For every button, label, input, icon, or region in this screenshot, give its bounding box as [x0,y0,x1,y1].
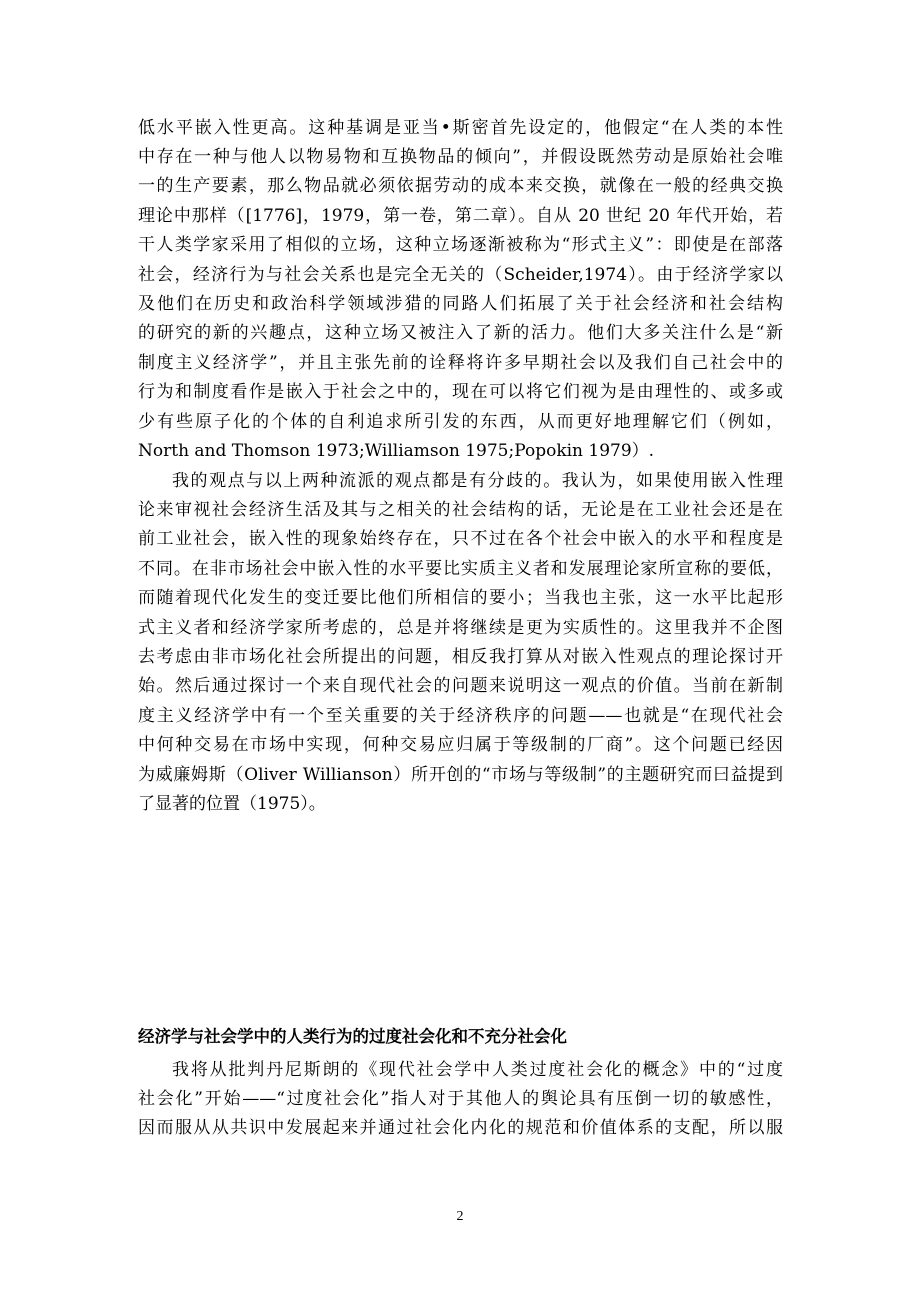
text-line: 度主义经济学中有一个至关重要的关于经济秩序的问题——也就是“在现代社会 [138,706,783,726]
text-line: 理论中那样（[1776]，1979，第一卷，第二章）。自从 20 世纪 20 年代开始，若 [138,206,783,226]
text-line: 始。然后通过探讨一个来自现代社会的问题来说明这一观点的价值。当前在新制 [138,676,783,696]
text-line: 不同。在非市场社会中嵌入性的水平要比实质主义者和发展理论家所宣称的要低， [138,559,783,579]
text-line: 低水平嵌入性更高。这种基调是亚当•斯密首先设定的，他假定“在人类的本性 [138,118,783,138]
text-line: 社会化”开始——“过度社会化”指人对于其他人的舆论具有压倒一切的敏感性， [138,1089,783,1109]
text-line: 的研究的新的兴趣点，这种立场又被注入了新的活力。他们大多关注什么是“新 [138,323,783,343]
text-line: 因而服从从共识中发展起来并通过社会化内化的规范和价值体系的支配，所以服 [138,1118,783,1138]
text-line: 行为和制度看作是嵌入于社会之中的，现在可以将它们视为是由理性的、或多或 [138,382,783,402]
text-line: 中存在一种与他人以物易物和互换物品的倾向”，并假设既然劳动是原始社会唯 [138,147,783,167]
section-heading: 经济学与社会学中的人类行为的过度社会化和不充分社会化 [138,1027,567,1046]
page-number: 2 [456,1209,464,1224]
text-line: 式主义者和经济学家所考虑的，总是并将继续是更为实质性的。这里我并不企图 [138,618,783,638]
text-line: 前工业社会，嵌入性的现象始终存在，只不过在各个社会中嵌入的水平和程度是 [138,529,783,549]
text-line-first: 我的观点与以上两种流派的观点都是有分歧的。我认为，如果使用嵌入性理 [172,471,783,491]
text-line: 而随着现代化发生的变迁要比他们所相信的要小；当我也主张，这一水平比起形 [138,588,783,608]
text-line: 论来审视社会经济生活及其与之相关的社会结构的话，无论是在工业社会还是在 [138,500,783,520]
text-line: 干人类学家采用了相似的立场，这种立场逐渐被称为“形式主义”：即使是在部落 [138,235,783,255]
text-line: 一的生产要素，那么物品就必须依据劳动的成本来交换，就像在一般的经典交换 [138,176,783,196]
text-line-first: 我将从批判丹尼斯朗的《现代社会学中人类过度社会化的概念》中的“过度 [172,1060,783,1080]
text-line: 中何种交易在市场中实现，何种交易应归属于等级制的厂商”。这个问题已经因 [138,735,783,755]
text-line: 及他们在历史和政治科学领域涉猎的同路人们拓展了关于社会经济和社会结构 [138,294,783,314]
text-line: 为威廉姆斯（Oliver Willianson）所开创的“市场与等级制”的主题研究而曰益提到 [138,765,783,785]
text-line: 去考虑由非市场化社会所提出的问题，相反我打算从对嵌入性观点的理论探讨开 [138,647,783,667]
text-line: 社会，经济行为与社会关系也是完全无关的（Scheider,1974）。由于经济学家以 [138,265,783,285]
text-line-last: North and Thomson 1973;Williamson 1975;Popokin 1979）. [138,441,655,461]
text-line-last: 了显著的位置（1975）。 [138,794,326,814]
text-line: 制度主义经济学”，并且主张先前的诠释将许多早期社会以及我们自己社会中的 [138,353,783,373]
text-line: 少有些原子化的个体的自利追求所引发的东西，从而更好地理解它们（例如， [138,412,783,432]
